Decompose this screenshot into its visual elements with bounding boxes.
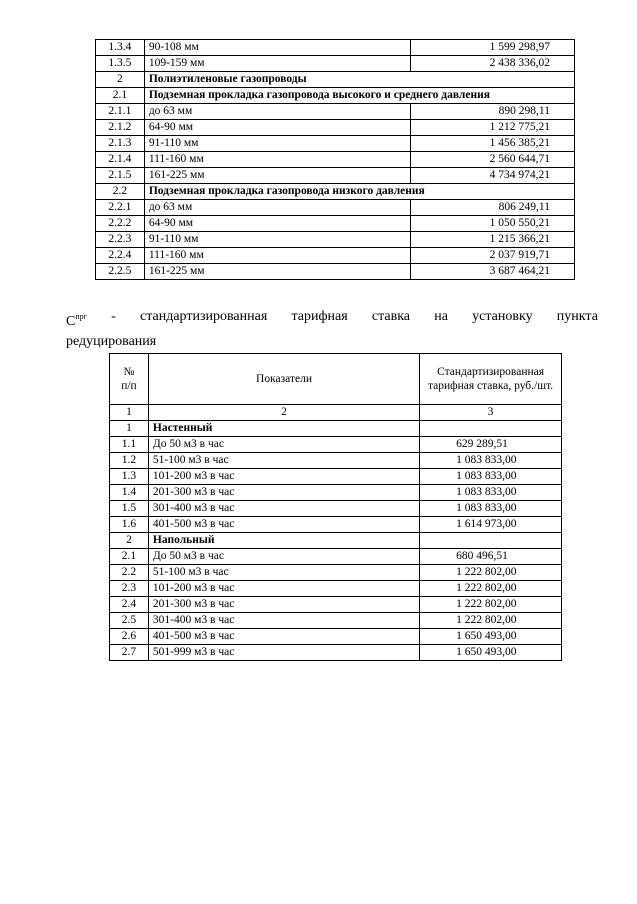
header-indicators: Показатели [148, 354, 419, 405]
pipeline-tariff-table-body [96, 40, 575, 280]
rate-definition-word: - [111, 309, 116, 324]
row-label: 101-200 м3 в час [148, 581, 419, 597]
table-row [96, 216, 575, 232]
row-number: 1.1 [110, 437, 149, 453]
row-value: 1 222 802,00 [420, 581, 562, 597]
section-title: Напольный [148, 533, 419, 549]
row-number: 2.2 [110, 565, 149, 581]
section-row [110, 421, 562, 437]
table-row [110, 469, 562, 485]
row-number: 2.1.1 [96, 104, 145, 120]
table-row [96, 168, 575, 184]
rate-symbol-superscript: прг [75, 312, 87, 321]
row-label: 51-100 м3 в час [148, 565, 419, 581]
row-label: 64-90 мм [144, 216, 410, 232]
row-label: 111-160 мм [144, 248, 410, 264]
row-number: 1 [110, 421, 149, 437]
row-value: 1 650 493,00 [420, 629, 562, 645]
table-row [96, 104, 575, 120]
row-label: 161-225 мм [144, 264, 410, 280]
column-number: 2 [148, 405, 419, 421]
table-row [110, 517, 562, 533]
reduction-point-tariff-table [109, 353, 562, 661]
row-number: 1.6 [110, 517, 149, 533]
rate-definition-word: ставка [371, 309, 411, 324]
row-label: 161-225 мм [144, 168, 410, 184]
row-value: 890 298,11 [411, 104, 575, 120]
reduction-point-tariff-table-body [110, 354, 562, 661]
table-row [110, 629, 562, 645]
table-row [96, 120, 575, 136]
row-value: 1 650 493,00 [420, 645, 562, 661]
row-number: 2.1.2 [96, 120, 145, 136]
row-number: 2.1.4 [96, 152, 145, 168]
row-value: 1 083 833,00 [420, 469, 562, 485]
row-label: 501-999 м3 в час [148, 645, 419, 661]
row-number: 2.1.3 [96, 136, 145, 152]
row-value: 1 222 802,00 [420, 613, 562, 629]
row-number: 1.5 [110, 501, 149, 517]
table-row [96, 152, 575, 168]
table-row [110, 565, 562, 581]
row-number: 1.4 [110, 485, 149, 501]
row-label: 51-100 м3 в час [148, 453, 419, 469]
row-label: До 50 м3 в час [148, 549, 419, 565]
row-value: 1 614 973,00 [420, 517, 562, 533]
row-value: 1 212 775,21 [411, 120, 575, 136]
rate-definition-word: на [434, 309, 448, 324]
row-value: 2 560 644,71 [411, 152, 575, 168]
header-rate: Стандартизированная тарифная ставка, руб./шт. [420, 354, 562, 405]
row-value: 629 289,51 [420, 437, 562, 453]
table-row [96, 136, 575, 152]
row-number: 2.2.1 [96, 200, 145, 216]
table-row [110, 645, 562, 661]
table-row [110, 485, 562, 501]
row-number: 2.2.5 [96, 264, 145, 280]
row-number: 2.2.3 [96, 232, 145, 248]
row-value: 1 456 385,21 [411, 136, 575, 152]
pipeline-tariff-table [95, 39, 575, 280]
row-label: до 63 мм [144, 104, 410, 120]
rate-symbol: $С^{прг}$ [66, 312, 87, 329]
row-label: 64-90 мм [144, 120, 410, 136]
row-number: 2.2.4 [96, 248, 145, 264]
rate-definition-word: установку [472, 309, 533, 324]
section-row [96, 72, 575, 88]
column-number: 3 [420, 405, 562, 421]
header-number: № п/п [110, 354, 149, 405]
row-number: 2.4 [110, 597, 149, 613]
rate-definition-word: тарифная [291, 309, 348, 324]
table-row [110, 549, 562, 565]
row-number: 2.1 [110, 549, 149, 565]
row-value: 1 083 833,00 [420, 485, 562, 501]
row-label: 111-160 мм [144, 152, 410, 168]
column-numbers-row [110, 405, 562, 421]
row-number: 1.2 [110, 453, 149, 469]
table-row [96, 40, 575, 56]
row-label: До 50 м3 в час [148, 437, 419, 453]
table-row [96, 200, 575, 216]
row-value: 4 734 974,21 [411, 168, 575, 184]
row-value: 3 687 464,21 [411, 264, 575, 280]
row-value: 1 222 802,00 [420, 597, 562, 613]
row-label: 101-200 м3 в час [148, 469, 419, 485]
column-number: 1 [110, 405, 149, 421]
row-number: 1.3 [110, 469, 149, 485]
row-value: 1 222 802,00 [420, 565, 562, 581]
row-value [420, 533, 562, 549]
row-label: 91-110 мм [144, 232, 410, 248]
row-value: 1 050 550,21 [411, 216, 575, 232]
row-value: 680 496,51 [420, 549, 562, 565]
row-value: 2 037 919,71 [411, 248, 575, 264]
rate-definition-paragraph [66, 307, 598, 352]
section-row [96, 184, 575, 200]
row-number: 2.2.2 [96, 216, 145, 232]
row-value: 806 249,11 [411, 200, 575, 216]
table-row [110, 437, 562, 453]
table-row [96, 232, 575, 248]
row-label: 90-108 мм [144, 40, 410, 56]
row-number: 1.3.5 [96, 56, 145, 72]
table-row [96, 264, 575, 280]
row-label: 301-400 м3 в час [148, 613, 419, 629]
row-number: 2.3 [110, 581, 149, 597]
section-row [110, 533, 562, 549]
rate-definition-line-2: редуцирования [66, 334, 157, 349]
row-number: 2.5 [110, 613, 149, 629]
row-label: 401-500 м3 в час [148, 629, 419, 645]
row-label: 401-500 м3 в час [148, 517, 419, 533]
section-title: Полиэтиленовые газопроводы [144, 72, 574, 88]
row-label: 201-300 м3 в час [148, 597, 419, 613]
row-value: 1 215 366,21 [411, 232, 575, 248]
table-header-row [110, 354, 562, 405]
row-label: 301-400 м3 в час [148, 501, 419, 517]
table-row [110, 597, 562, 613]
rate-definition-word: стандартизированная [139, 309, 268, 324]
row-number: 1.3.4 [96, 40, 145, 56]
table-row [110, 501, 562, 517]
rate-definition-word: пункта [556, 309, 598, 324]
section-title: Настенный [148, 421, 419, 437]
row-label: 91-110 мм [144, 136, 410, 152]
row-number: 2.2 [96, 184, 145, 200]
row-value: 1 083 833,00 [420, 501, 562, 517]
table-row [110, 581, 562, 597]
table-row [96, 56, 575, 72]
row-label: до 63 мм [144, 200, 410, 216]
row-number: 2.1 [96, 88, 145, 104]
row-label: 109-159 мм [144, 56, 410, 72]
rate-definition-line [66, 307, 598, 332]
section-title: Подземная прокладка газопровода низкого давления [144, 184, 574, 200]
row-value: 2 438 336,02 [411, 56, 575, 72]
row-number: 2.1.5 [96, 168, 145, 184]
row-number: 2 [110, 533, 149, 549]
table-row [110, 453, 562, 469]
table-row [110, 613, 562, 629]
section-row [96, 88, 575, 104]
section-title: Подземная прокладка газопровода высокого и среднего давления [144, 88, 574, 104]
row-label: 201-300 м3 в час [148, 485, 419, 501]
row-value [420, 421, 562, 437]
row-value: 1 599 298,97 [411, 40, 575, 56]
row-number: 2 [96, 72, 145, 88]
row-value: 1 083 833,00 [420, 453, 562, 469]
table-row [96, 248, 575, 264]
row-number: 2.7 [110, 645, 149, 661]
row-number: 2.6 [110, 629, 149, 645]
